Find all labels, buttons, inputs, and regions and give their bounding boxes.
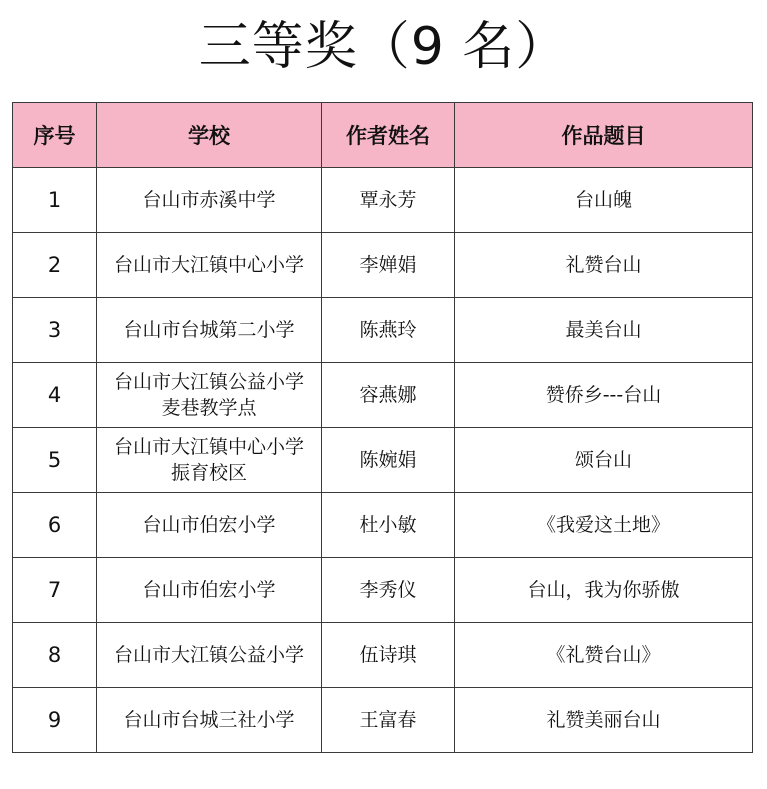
cell-school — [97, 168, 322, 233]
table-row — [13, 688, 753, 753]
header-author: 作者姓名 — [322, 103, 455, 168]
cell-work: 《礼赞台山》 — [455, 623, 753, 688]
school-line: 台山市大江镇中心小学 — [113, 436, 304, 458]
header-school: 学校 — [97, 103, 322, 168]
table-row — [13, 558, 753, 623]
cell-num: 6 — [13, 493, 97, 558]
cell-school — [97, 363, 322, 428]
cell-work: 颂台山 — [455, 428, 753, 493]
cell-work: 礼赞台山 — [455, 233, 753, 298]
cell-work: 台山，我为你骄傲 — [455, 558, 753, 623]
school-line: 台山市赤溪中学 — [142, 189, 276, 211]
school-line: 台山市台城第二小学 — [123, 319, 295, 341]
school-line: 台山市大江镇公益小学 — [113, 371, 304, 393]
table-body — [13, 168, 753, 753]
cell-author: 杜小敏 — [322, 493, 455, 558]
school-line: 台山市大江镇中心小学 — [113, 254, 304, 276]
cell-num: 4 — [13, 363, 97, 428]
cell-num: 3 — [13, 298, 97, 363]
cell-work: 《我爱这土地》 — [455, 493, 753, 558]
school-line: 台山市伯宏小学 — [142, 514, 276, 536]
cell-author: 容燕娜 — [322, 363, 455, 428]
school-line: 台山市大江镇公益小学 — [113, 644, 304, 666]
table-row — [13, 233, 753, 298]
cell-author: 陈燕玲 — [322, 298, 455, 363]
cell-work: 礼赞美丽台山 — [455, 688, 753, 753]
cell-author: 李婵娟 — [322, 233, 455, 298]
cell-school — [97, 623, 322, 688]
table-row — [13, 298, 753, 363]
cell-author: 伍诗琪 — [322, 623, 455, 688]
cell-school — [97, 688, 322, 753]
cell-work: 赞侨乡---台山 — [455, 363, 753, 428]
cell-school — [97, 298, 322, 363]
table-row — [13, 428, 753, 493]
cell-work: 最美台山 — [455, 298, 753, 363]
awards-table — [12, 102, 753, 753]
school-line: 台山市伯宏小学 — [142, 579, 276, 601]
cell-author: 陈婉娟 — [322, 428, 455, 493]
cell-num: 9 — [13, 688, 97, 753]
page-title: 三等奖（9 名） — [198, 17, 569, 77]
cell-author: 李秀仪 — [322, 558, 455, 623]
school-line: 台山市台城三社小学 — [123, 709, 295, 731]
cell-school — [97, 493, 322, 558]
cell-author: 王富春 — [322, 688, 455, 753]
school-line: 麦巷教学点 — [161, 397, 257, 419]
header-work: 作品题目 — [455, 103, 753, 168]
cell-num: 2 — [13, 233, 97, 298]
cell-school — [97, 428, 322, 493]
header-num: 序号 — [13, 103, 97, 168]
table-row — [13, 493, 753, 558]
header-row — [13, 103, 753, 168]
table-row — [13, 363, 753, 428]
cell-num: 7 — [13, 558, 97, 623]
table-row — [13, 168, 753, 233]
cell-num: 5 — [13, 428, 97, 493]
cell-author: 覃永芳 — [322, 168, 455, 233]
cell-school — [97, 233, 322, 298]
cell-num: 1 — [13, 168, 97, 233]
school-line: 振育校区 — [170, 462, 247, 484]
cell-num: 8 — [13, 623, 97, 688]
cell-school — [97, 558, 322, 623]
table-row — [13, 623, 753, 688]
table-header — [13, 103, 753, 168]
cell-work: 台山魄 — [455, 168, 753, 233]
